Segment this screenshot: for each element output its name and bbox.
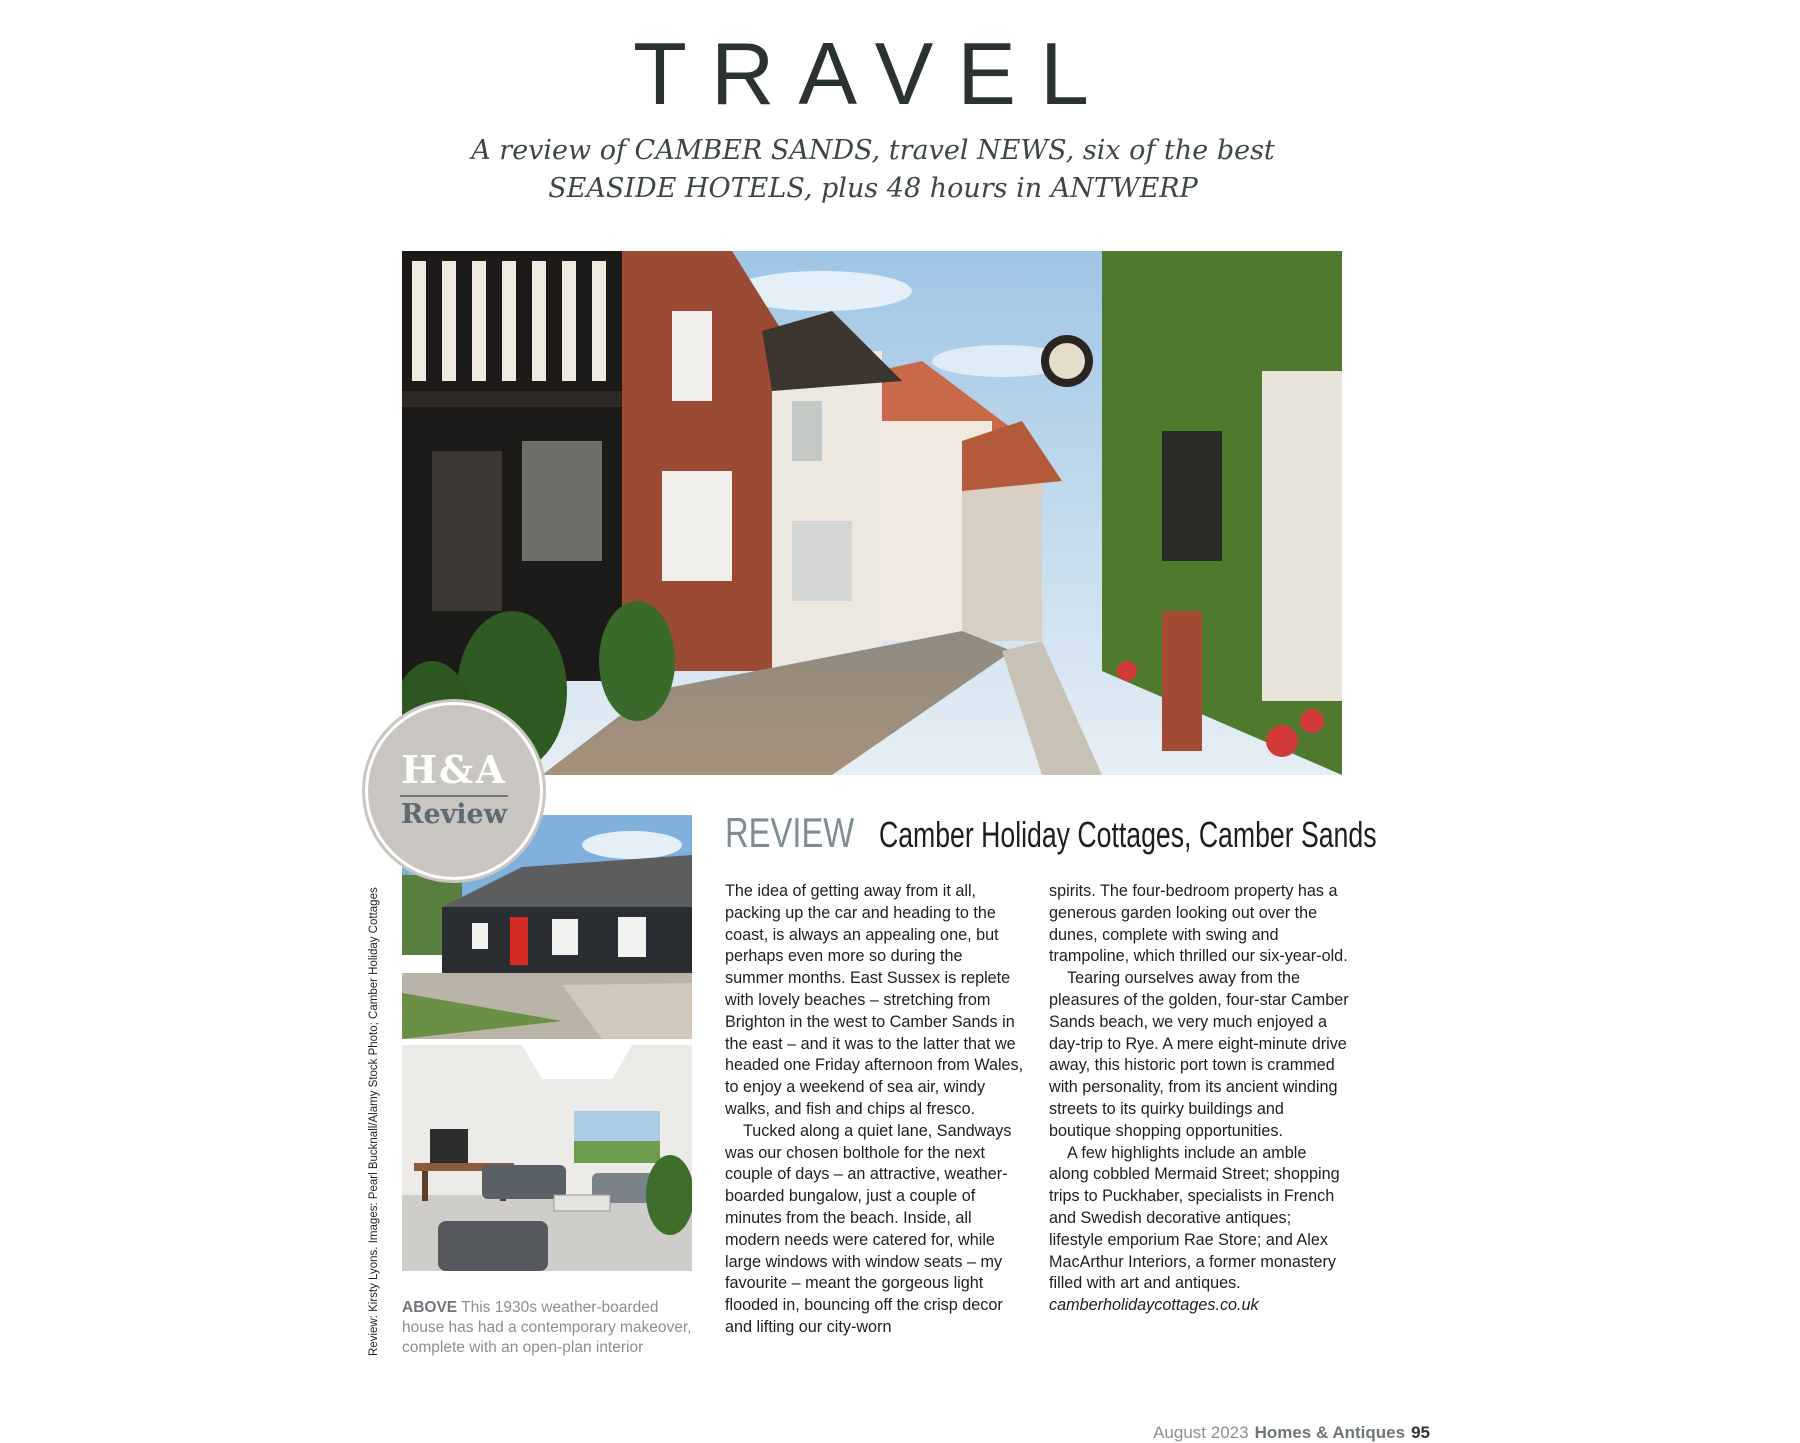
caption-text: This 1930s weather-boarded house has had a contemporary makeover, complete with an open-plan interior: [402, 1299, 692, 1356]
photo-credit: Review: Kirsty Lyons. Images: Pearl Bucknall/Alamy Stock Photo; Camber Holiday Cottages: [368, 887, 380, 1356]
review-heading: [725, 809, 1377, 856]
review-label: REVIEW: [725, 809, 855, 856]
article-column-2: [1049, 881, 1349, 1317]
article-paragraph: A few highlights include an amble along cobbled Mermaid Street; shopping trips to Puckhaber, specialists in French and Swedish decorative antiques; lifestyle emporium Rae Store; and Alex MacArthur Interiors, a former monastery filled with art and antiques.: [1049, 1143, 1340, 1293]
article-paragraph: Tucked along a quiet lane, Sandways was our chosen bolthole for the next couple of days – an attractive, weather-boarded bungalow, just a couple of minutes from the beach. Inside, all modern needs were catered for, while large windows with window seats – my favourite – meant the gorgeous light flooded in, bouncing off the crisp decor and lifting our city-worn: [725, 1121, 1012, 1336]
website-link[interactable]: camberholidaycottages.co.uk: [1049, 1296, 1259, 1315]
subtitle-line-2: SEASIDE HOTELS, plus 48 hours in ANTWERP: [548, 173, 1198, 204]
article-paragraph: Tearing ourselves away from the pleasures of the golden, four-star Camber Sands beach, we very much enjoyed a day-trip to Rye. A mere eight-minute drive away, this historic port town is crammed with personality, from its ancient winding streets to its quirky buildings and boutique shopping opportunities.: [1049, 969, 1349, 1140]
badge-monogram: H&A: [401, 747, 507, 792]
caption-lead: ABOVE: [402, 1299, 458, 1316]
cottage-interior-photo: [402, 1045, 692, 1271]
article-column-1: [725, 881, 1025, 1339]
article-paragraph: The idea of getting away from it all, packing up the car and heading to the coast, is always an appealing one, but perhaps even more so during the summer months. East Sussex is replete with lovely beaches – stretching from Brighton in the west to Camber Sands in the east – and it was to the latter that we headed one Friday afternoon from Wales, to enjoy a weekend of sea air, windy walks, and fish and chips al fresco.: [725, 882, 1024, 1118]
page-footer: [900, 1423, 1430, 1443]
ha-review-badge: [368, 705, 540, 877]
issue-date: August 2023: [1153, 1423, 1249, 1442]
hero-photo-mermaid-street: [402, 251, 1342, 775]
review-title: Camber Holiday Cottages, Camber Sands: [879, 814, 1377, 855]
magazine-name: Homes & Antiques: [1254, 1423, 1406, 1442]
page-number: 95: [1411, 1423, 1430, 1442]
article-paragraph: spirits. The four-bedroom property has a generous garden looking out over the dunes, complete with swing and trampoline, which thrilled our six-year-old.: [1049, 882, 1348, 966]
badge-review-label: Review: [401, 799, 507, 830]
page-subtitle: [0, 132, 1746, 208]
badge-divider: [400, 795, 508, 797]
photo-caption: [402, 1298, 702, 1358]
subtitle-line-1: A review of CAMBER SANDS, travel NEWS, six of the best: [471, 135, 1275, 166]
section-title: TRAVEL: [633, 24, 1113, 123]
